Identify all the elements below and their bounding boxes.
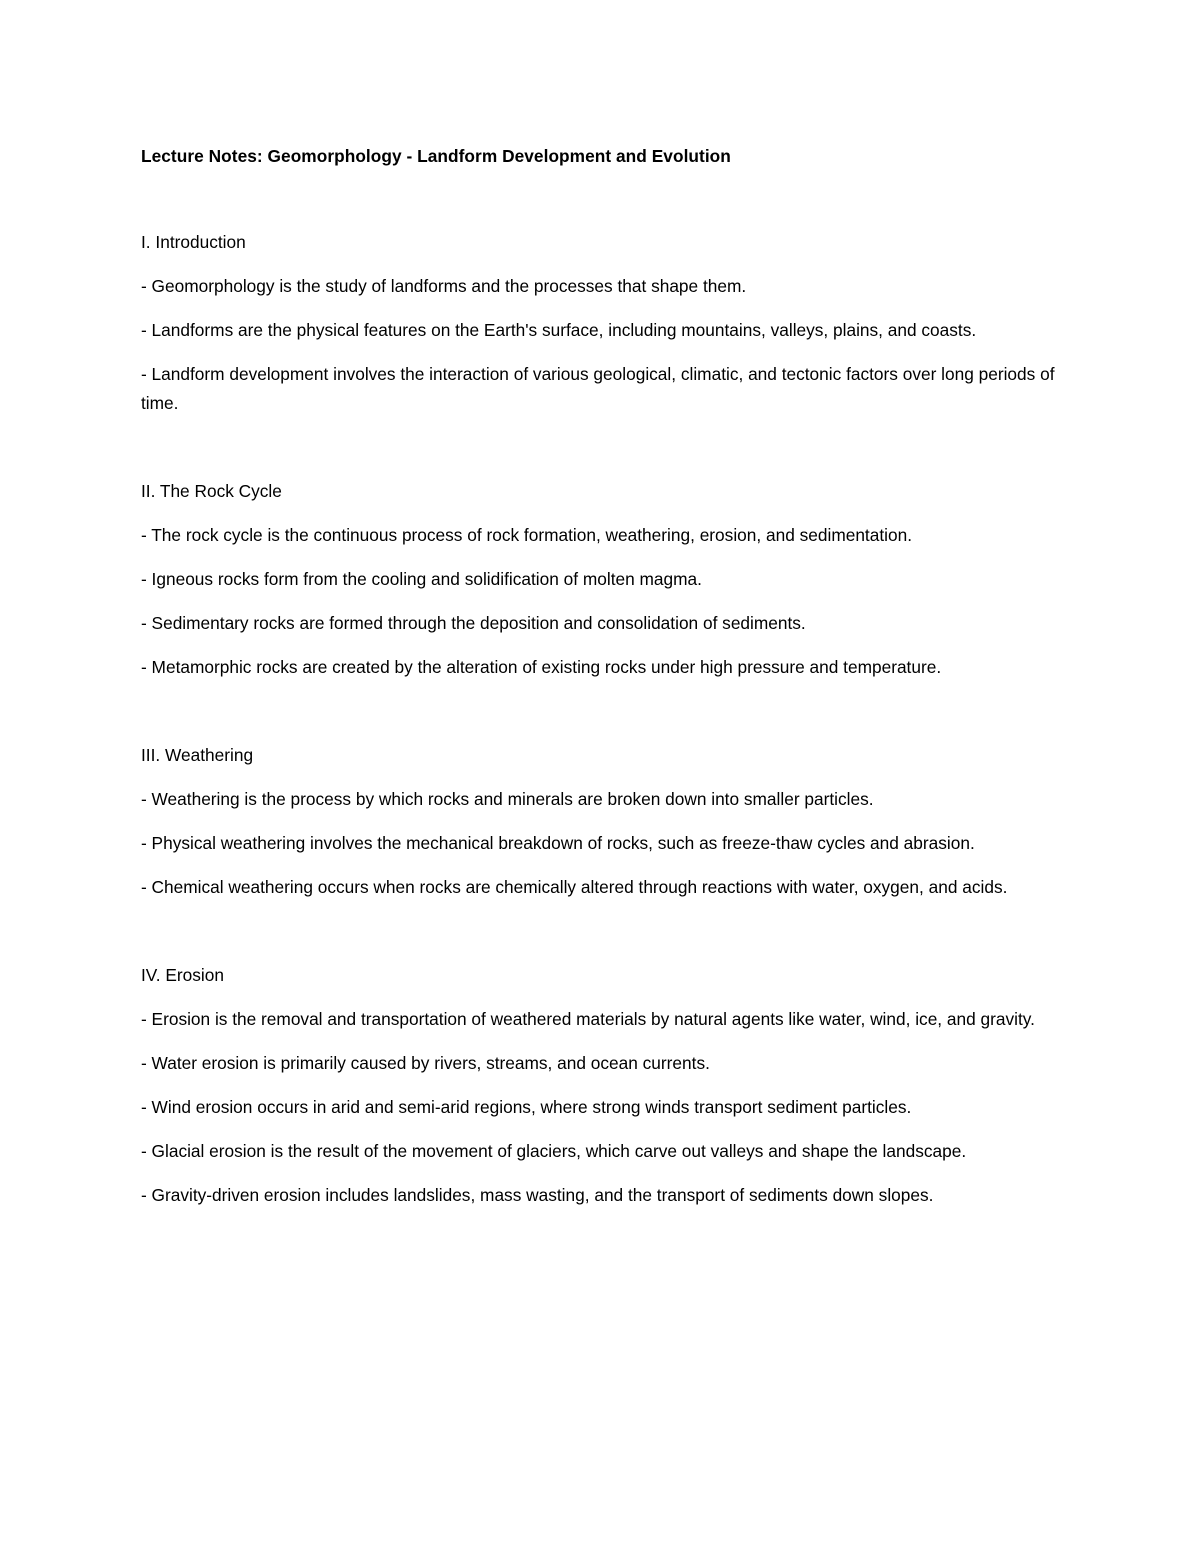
section-rock-cycle — [141, 477, 1060, 682]
bullet-item: - Weathering is the process by which rocks and minerals are broken down into smaller particles. — [141, 789, 874, 809]
bullet-item: - Erosion is the removal and transportation of weathered materials by natural agents like water, wind, ice, and gravity. — [141, 1009, 1035, 1029]
section-heading: I. Introduction — [141, 232, 246, 252]
bullet-item: - Metamorphic rocks are created by the alteration of existing rocks under high pressure and temperature. — [141, 657, 942, 677]
section-weathering — [141, 741, 1060, 902]
section-heading: II. The Rock Cycle — [141, 481, 282, 501]
document-title: Lecture Notes: Geomorphology - Landform Development and Evolution — [141, 146, 731, 166]
bullet-item: - Gravity-driven erosion includes landslides, mass wasting, and the transport of sediments down slopes. — [141, 1185, 934, 1205]
bullet-item: - Sedimentary rocks are formed through the deposition and consolidation of sediments. — [141, 613, 806, 633]
bullet-item: - Chemical weathering occurs when rocks are chemically altered through reactions with water, oxygen, and acids. — [141, 877, 1008, 897]
section-heading: IV. Erosion — [141, 965, 224, 985]
bullet-item: - Water erosion is primarily caused by rivers, streams, and ocean currents. — [141, 1053, 710, 1073]
bullet-item: - Landforms are the physical features on the Earth's surface, including mountains, valleys, plains, and coasts. — [141, 320, 977, 340]
bullet-item: - Wind erosion occurs in arid and semi-arid regions, where strong winds transport sediment particles. — [141, 1097, 912, 1117]
bullet-item: - Landform development involves the interaction of various geological, climatic, and tectonic factors over long periods of time. — [141, 364, 1055, 413]
bullet-item: - Geomorphology is the study of landforms and the processes that shape them. — [141, 276, 747, 296]
bullet-item: - The rock cycle is the continuous process of rock formation, weathering, erosion, and sedimentation. — [141, 525, 913, 545]
section-heading: III. Weathering — [141, 745, 254, 765]
bullet-item: - Glacial erosion is the result of the movement of glaciers, which carve out valleys and shape the landscape. — [141, 1141, 967, 1161]
section-introduction — [141, 228, 1060, 418]
bullet-item: - Igneous rocks form from the cooling and solidification of molten magma. — [141, 569, 702, 589]
bullet-item: - Physical weathering involves the mechanical breakdown of rocks, such as freeze-thaw cycles and abrasion. — [141, 833, 975, 853]
section-erosion — [141, 961, 1060, 1210]
